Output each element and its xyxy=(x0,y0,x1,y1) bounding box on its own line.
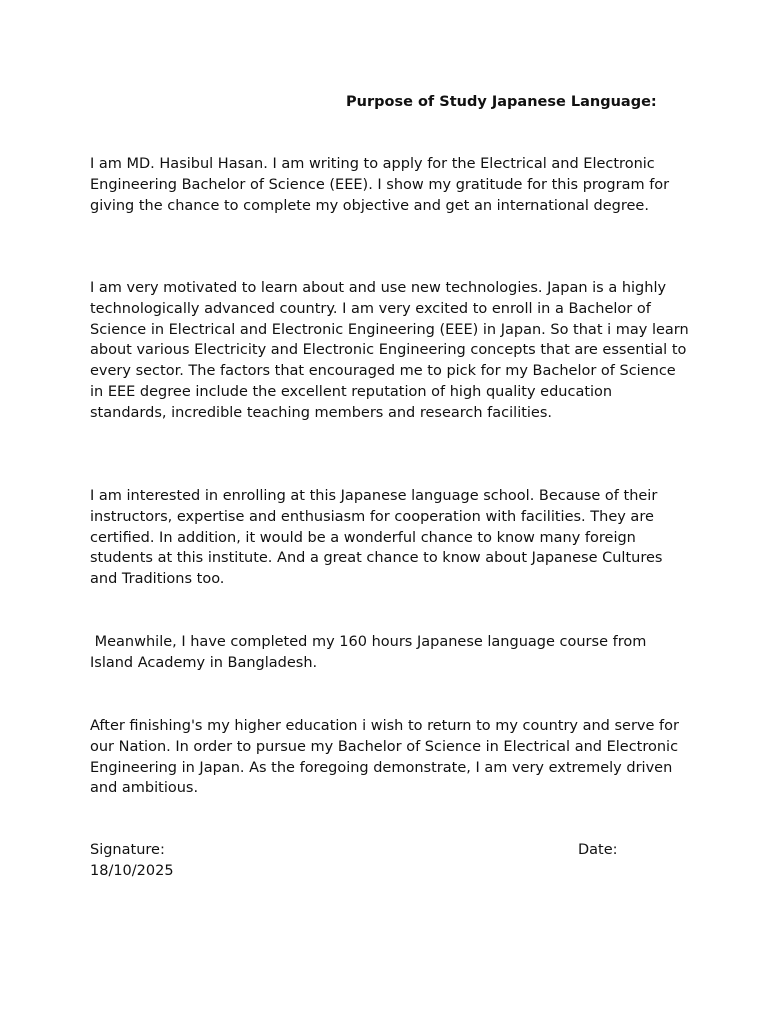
paragraph-motivation: I am very motivated to learn about and use new technologies. Japan is a highly technologically advanced country. I am very excited to enroll in a Bachelor of Science in Electrical and Electronic Engineering (EEE) in Japan. So that i may learn about various Electricity and Electronic Engineering concepts that are essential to every sector. The factors that encouraged me to pick for my Bachelor of Science in EEE degree include the excellent reputation of high quality education standards, incredible teaching members and research facilities. xyxy=(90,280,689,421)
paragraph-future-plans: After finishing's my higher education i wish to return to my country and serve for our Nation. In order to pursue my Bachelor of Science in Electrical and Electronic Engineering in Japan. As the foregoing demonstrate, I am very extremely driven and ambitious. xyxy=(90,718,679,797)
paragraph-introduction: I am MD. Hasibul Hasan. I am writing to apply for the Electrical and Electronic Engineering Bachelor of Science (EEE). I show my gratitude for this program for giving the chance to complete my objective and get an international degree. xyxy=(90,156,670,214)
signature-label: Signature: xyxy=(90,842,165,858)
paragraph-course-completed: Meanwhile, I have completed my 160 hours Japanese language course from Island Academy in Bangladesh. xyxy=(90,634,651,671)
date-value: 18/10/2025 xyxy=(90,863,174,879)
date-label: Date: xyxy=(578,842,618,858)
paragraph-language-school: I am interested in enrolling at this Japanese language school. Because of their instructors, expertise and enthusiasm for cooperation with facilities. They are certified. In addition, it would be a wonderful chance to know many foreign students at this institute. And a great chance to know about Japanese Cultures and Traditions too. xyxy=(90,488,663,588)
document-title: Purpose of Study Japanese Language: xyxy=(346,94,657,110)
